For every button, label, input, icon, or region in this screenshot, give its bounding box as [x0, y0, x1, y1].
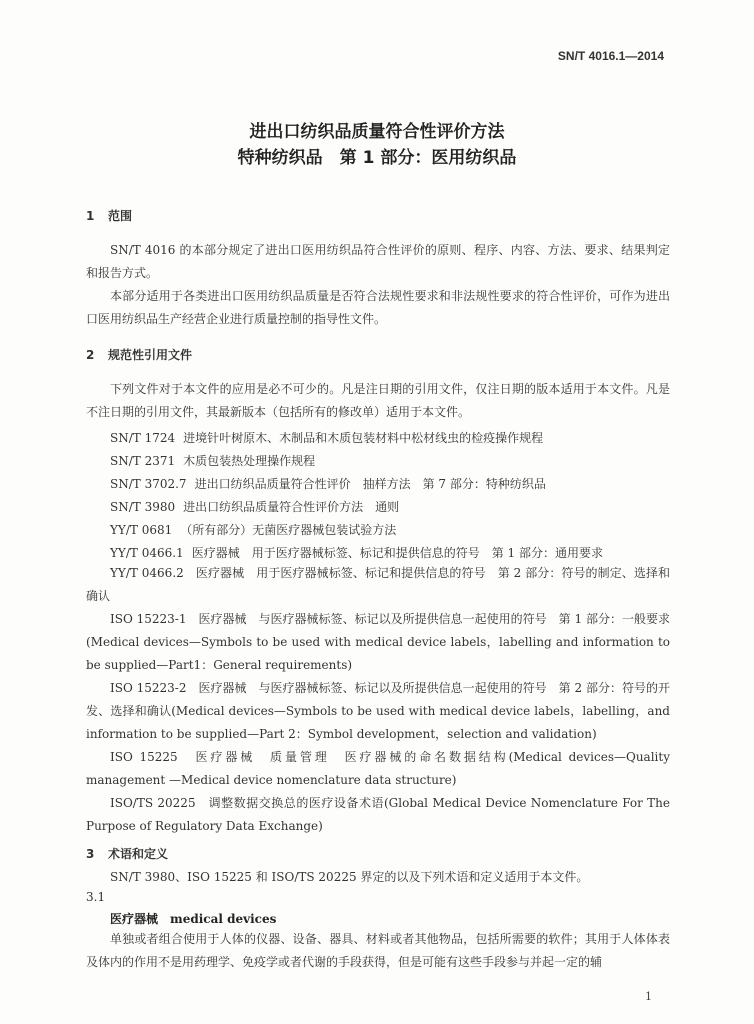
- section-title: 术语和定义: [108, 847, 169, 861]
- section-title: 规范性引用文件: [108, 348, 193, 362]
- section-title: 范围: [108, 209, 133, 223]
- reference-item: [110, 498, 399, 515]
- reference-code: YY/T 0466.1: [110, 546, 184, 560]
- term-heading: [110, 910, 276, 927]
- reference-title: 进出口纺织品质量符合性评价方法 通则: [183, 500, 400, 514]
- section-number: 1: [86, 209, 95, 223]
- reference-code: YY/T 0681: [110, 523, 173, 537]
- reference-title: 木质包装热处理操作规程: [183, 454, 316, 468]
- scope-paragraph-1: SN/T 4016 的本部分规定了进出口医用纺织品符合性评价的原则、程序、内容、方法、要求、结果判定和报告方式。: [86, 243, 670, 280]
- reference-title: （所有部分）无菌医疗器械包装试验方法: [180, 523, 397, 537]
- reference-item: [110, 429, 543, 446]
- reference-code: SN/T 1724: [110, 431, 176, 445]
- reference-item-long: YY/T 0466.2 医疗器械 用于医疗器械标签、标记和提供信息的符号 第 2 部分：符号的制定、选择和确认: [86, 566, 670, 603]
- reference-item: [110, 544, 603, 561]
- scope-paragraph-2: 本部分适用于各类进出口医用纺织品质量是否符合法规性要求和非法规性要求的符合性评价，可作为进出口医用纺织品生产经营企业进行质量控制的指导性文件。: [86, 289, 670, 326]
- document-title-line-1: 进出口纺织品质量符合性评价方法: [249, 122, 505, 142]
- reference-item-long: ISO 15223-2 医疗器械 与医疗器械标签、标记以及所提供信息一起使用的符号 第 2 部分：符号的开发、选择和确认(Medical devices—Symbols to be used with medical device labels，labelling，and information to be supplied—Part 2：Symbol development，selection and validation): [86, 681, 670, 741]
- term-chinese: 医疗器械: [110, 912, 159, 926]
- section-heading-normative-references: [86, 346, 192, 363]
- reference-title: 进境针叶树原木、木制品和木质包装材料中松材线虫的检疫操作规程: [183, 431, 544, 445]
- section-heading-scope: [86, 207, 132, 224]
- reference-item: [110, 452, 315, 469]
- terms-intro: SN/T 3980、ISO 15225 和 ISO/TS 20225 界定的以及下列术语和定义适用于本文件。: [110, 870, 589, 884]
- term-definition: 单独或者组合使用于人体的仪器、设备、器具、材料或者其他物品，包括所需要的软件；其用于人体体表及体内的作用不是用药理学、免疫学或者代谢的手段获得，但是可能有这些手段参与并起一定的辅: [86, 932, 670, 969]
- reference-item-long: ISO 15225 医疗器械 质量管理 医疗器械的命名数据结构(Medical devices—Quality management —Medical device nomenclature data structure): [86, 750, 670, 787]
- reference-item: [110, 521, 396, 538]
- reference-item-long: ISO/TS 20225 调整数据交换总的医疗设备术语(Global Medical Device Nomenclature For The Purpose of Regulatory Data Exchange): [86, 796, 670, 833]
- reference-code: SN/T 3702.7: [110, 477, 187, 491]
- term-english: medical devices: [170, 912, 277, 926]
- references-intro: 下列文件对于本文件的应用是必不可少的。凡是注日期的引用文件，仅注日期的版本适用于本文件。凡是不注日期的引用文件，其最新版本（包括所有的修改单）适用于本文件。: [86, 382, 670, 419]
- term-number: 3.1: [86, 890, 106, 904]
- reference-title: 医疗器械 用于医疗器械标签、标记和提供信息的符号 第 1 部分：通用要求: [191, 546, 603, 560]
- section-number: 3: [86, 847, 95, 861]
- reference-item-long: ISO 15223-1 医疗器械 与医疗器械标签、标记以及所提供信息一起使用的符号 第 1 部分：一般要求(Medical devices—Symbols to be used with medical device labels，labelling and information to be supplied—Part1：General requirements): [86, 612, 670, 672]
- page-number: 1: [645, 990, 652, 1003]
- standard-code: SN/T 4016.1—2014: [557, 49, 664, 63]
- section-heading-terms: [86, 845, 168, 862]
- reference-item: [110, 475, 546, 492]
- reference-code: SN/T 2371: [110, 454, 176, 468]
- section-number: 2: [86, 348, 95, 362]
- reference-title: 进出口纺织品质量符合性评价 抽样方法 第 7 部分：特种纺织品: [194, 477, 546, 491]
- reference-code: SN/T 3980: [110, 500, 176, 514]
- document-title-line-2: 特种纺织品 第 1 部分：医用纺织品: [237, 148, 517, 168]
